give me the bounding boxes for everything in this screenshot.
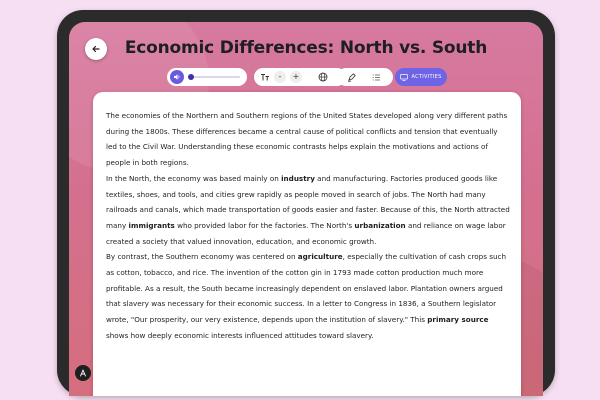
list-icon bbox=[372, 73, 381, 82]
decrease-font-button[interactable] bbox=[274, 71, 286, 83]
article-paragraph-3 bbox=[106, 249, 510, 343]
vocab-term-agriculture[interactable]: agriculture bbox=[297, 252, 343, 262]
text-run: In the North, the economy was based mainly on bbox=[106, 173, 282, 183]
text-run: and reliance on wage labor created a society that valued innovation, education, and economic growth. bbox=[106, 220, 506, 246]
article-card bbox=[93, 92, 521, 396]
text-run: and manufacturing. Factories produced goods like textiles, shoes, and tools, and cities grew rapidly as people moved in search of jobs. The North had many railroads and canals, which made transportation of goods easier and faster. Because of this, the North attracted many bbox=[106, 173, 510, 230]
language-button[interactable] bbox=[318, 72, 328, 82]
text-run: , especially the cultivation of cash crops such as cotton, tobacco, and rice. The invention of the cotton gin in 1793 made cotton production much more profitable. As a result, the South became increasingly dependent on enslaved labor. Plantation owners argued that slavery was necessary for their economic success. In a letter to Congress in 1836, a Southern legislator wrote, "Our prosperity, our very existence, depends upon the institution of slavery." This bbox=[106, 252, 507, 325]
highlighter-icon bbox=[347, 73, 356, 82]
text-settings-group bbox=[254, 68, 346, 86]
annotation-tools-group bbox=[337, 68, 393, 86]
text-run: By contrast, the Southern economy was centered on bbox=[106, 252, 298, 262]
audio-progress-knob[interactable] bbox=[188, 74, 194, 80]
highlighter-button[interactable] bbox=[347, 73, 356, 82]
ai-assistant-button[interactable] bbox=[75, 365, 91, 381]
article-paragraph-1: The economies of the Northern and Southern regions of the United States developed along very different paths during the 1800s. These differences became a central cause of political conflicts and tension that eventually led to the Civil War. Understanding these economic contrasts helps explain the motivations and actions of people in both regions. bbox=[106, 111, 508, 168]
activities-icon bbox=[400, 74, 408, 81]
increase-font-button[interactable] bbox=[290, 71, 302, 83]
article-paragraph-2 bbox=[106, 171, 510, 250]
vocab-term-urbanization[interactable]: urbanization bbox=[354, 220, 406, 230]
audio-progress-slider[interactable] bbox=[190, 76, 240, 78]
ai-icon bbox=[79, 369, 87, 377]
audio-player bbox=[167, 68, 247, 86]
list-button[interactable] bbox=[372, 73, 381, 82]
read-aloud-button[interactable] bbox=[170, 70, 184, 84]
text-format-icon bbox=[260, 73, 270, 82]
text-format-button[interactable] bbox=[260, 73, 270, 82]
tablet-frame bbox=[57, 10, 555, 396]
text-run: who provided labor for the factories. The North's bbox=[174, 220, 355, 230]
increase-font-icon: + bbox=[292, 72, 300, 81]
vocab-term-primary-source[interactable]: primary source bbox=[427, 315, 489, 325]
text-run: shows how deeply economic interests influenced attitudes toward slavery. bbox=[106, 330, 374, 340]
page-title: Economic Differences: North vs. South bbox=[124, 38, 488, 58]
decrease-font-icon: - bbox=[278, 72, 282, 81]
activities-label: ACTIVITIES bbox=[411, 74, 442, 80]
speaker-icon bbox=[173, 73, 181, 81]
vocab-term-industry[interactable]: industry bbox=[281, 173, 315, 183]
activities-button[interactable] bbox=[395, 68, 447, 86]
app-screen bbox=[69, 22, 543, 396]
globe-icon bbox=[318, 72, 328, 82]
vocab-term-immigrants[interactable]: immigrants bbox=[128, 220, 175, 230]
article-body bbox=[106, 108, 510, 344]
